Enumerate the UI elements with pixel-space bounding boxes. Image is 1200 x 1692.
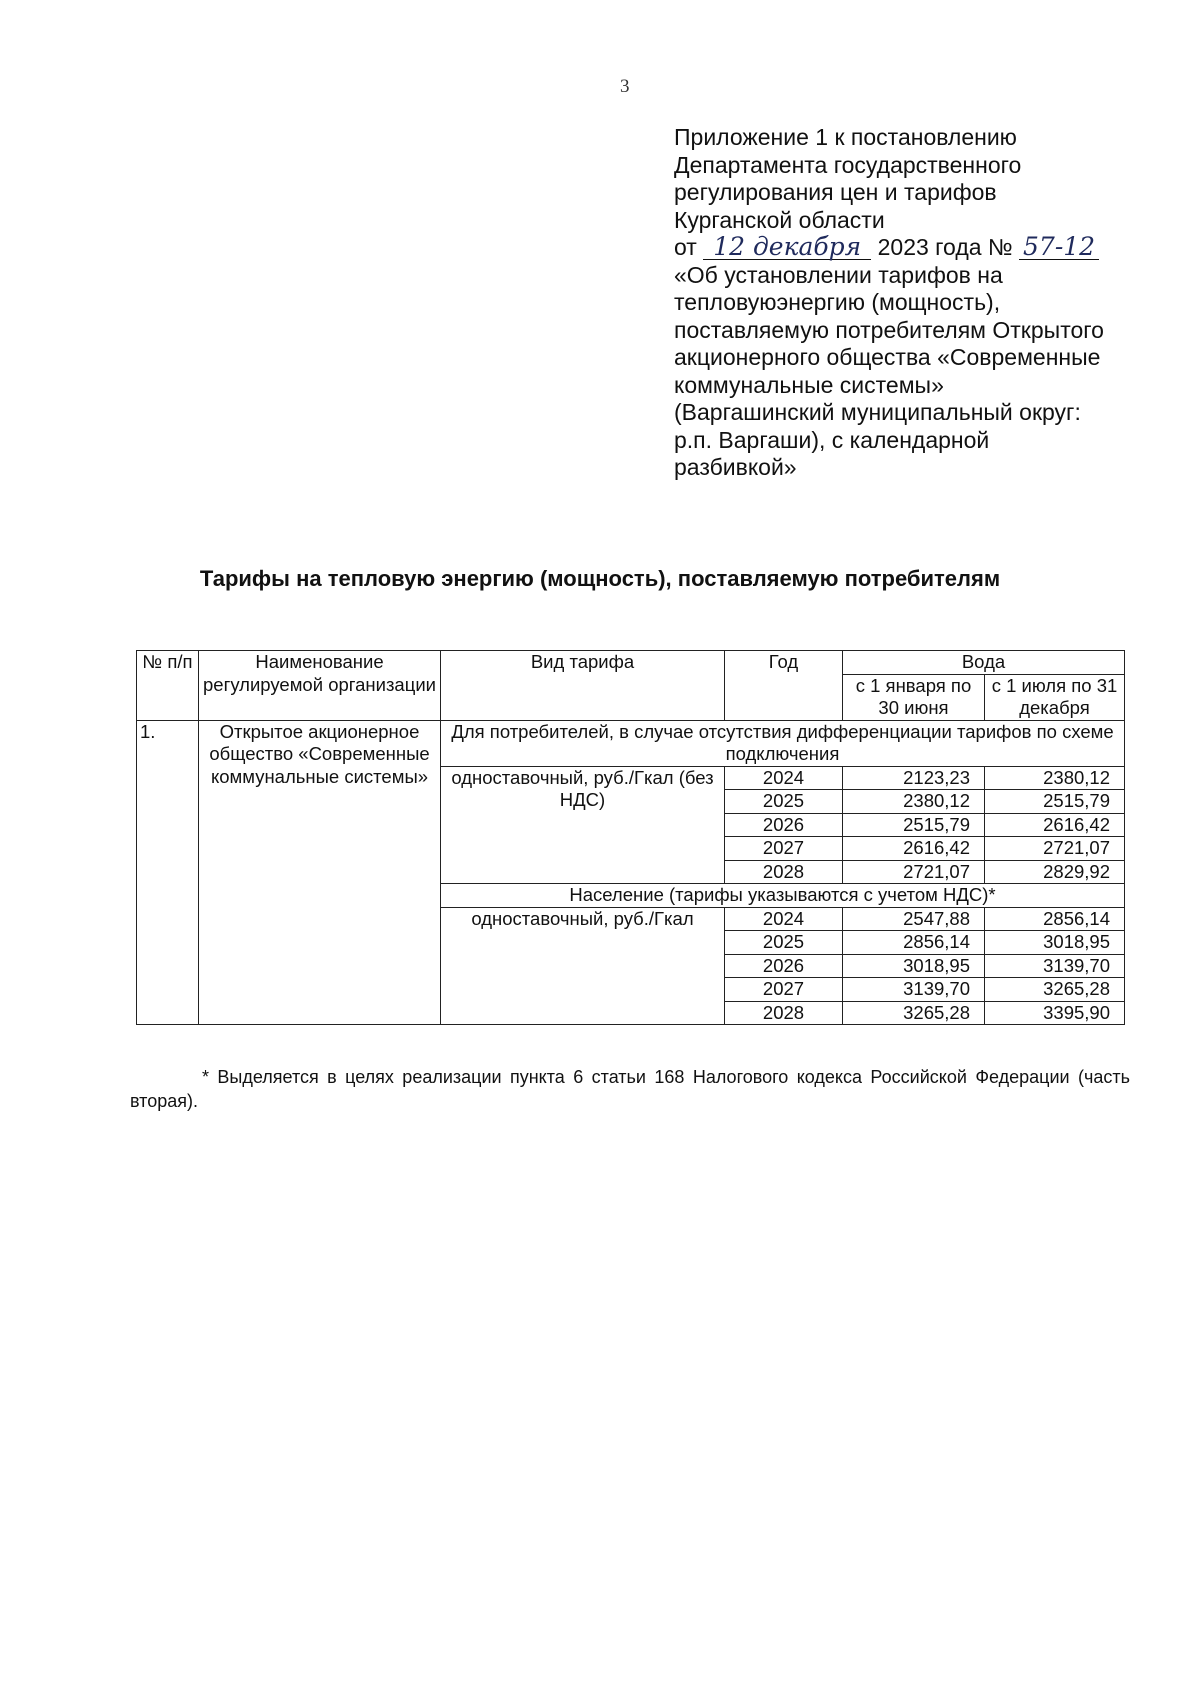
period-2-value: 3395,90 — [985, 1001, 1125, 1025]
tariff-type-cell: одноставочный, руб./Гкал (без НДС) — [441, 766, 725, 884]
appendix-title-line: «Об установлении тарифов на — [674, 261, 1003, 288]
date-year: 2023 года № — [877, 234, 1013, 260]
period-2-value: 2616,42 — [985, 813, 1125, 837]
tariff-table — [136, 650, 1125, 1025]
header-tariff-type: Вид тарифа — [441, 651, 725, 721]
document-title: Тарифы на тепловую энергию (мощность), поставляемую потребителям — [199, 566, 1001, 591]
header-period-1: с 1 января по 30 июня — [843, 674, 985, 720]
row-number: 1. — [137, 720, 199, 1025]
appendix-title-line: (Варгашинский муниципальный округ: — [674, 399, 1081, 425]
period-1-value: 2616,42 — [843, 837, 985, 861]
year-cell: 2027 — [725, 978, 843, 1002]
year-cell: 2026 — [725, 813, 843, 837]
handwritten-date: 12 декабря — [703, 235, 871, 260]
section-heading: Население (тарифы указываются с учетом НДС)* — [441, 884, 1125, 908]
period-1-value: 2856,14 — [843, 931, 985, 955]
section-heading: Для потребителей, в случае отсутствия дифференциации тарифов по схеме подключения — [441, 720, 1125, 766]
period-2-value: 2515,79 — [985, 790, 1125, 814]
appendix-title-line: тепловуюэнергию (мощность), — [674, 289, 1001, 315]
period-2-value: 3265,28 — [985, 978, 1125, 1002]
period-2-value: 2380,12 — [985, 766, 1125, 790]
period-1-value: 2547,88 — [843, 907, 985, 931]
appendix-title-line: поставляемую потребителям Открытого — [674, 316, 1104, 343]
page-number: 3 — [620, 76, 630, 97]
header-period-2: с 1 июля по 31 декабря — [985, 674, 1125, 720]
year-cell: 2024 — [725, 766, 843, 790]
date-prefix: от — [674, 234, 697, 260]
period-1-value: 3139,70 — [843, 978, 985, 1002]
period-1-value: 3018,95 — [843, 954, 985, 978]
period-2-value: 2856,14 — [985, 907, 1125, 931]
year-cell: 2026 — [725, 954, 843, 978]
header-year: Год — [725, 651, 843, 721]
period-1-value: 2123,23 — [843, 766, 985, 790]
appendix-title-line: разбивкой» — [674, 454, 797, 480]
year-cell: 2027 — [725, 837, 843, 861]
period-2-value: 3018,95 — [985, 931, 1125, 955]
appendix-line: Департамента государственного — [674, 151, 1022, 178]
handwritten-number: 57-12 — [1019, 235, 1099, 260]
tariff-type-cell: одноставочный, руб./Гкал — [441, 907, 725, 1025]
period-1-value: 2721,07 — [843, 860, 985, 884]
appendix-header — [674, 124, 1144, 482]
organization-name: Открытое акционерное общество «Современные коммунальные системы» — [199, 720, 441, 1025]
header-num: № п/п — [137, 651, 199, 721]
appendix-line: Курганской области — [674, 206, 885, 233]
period-1-value: 3265,28 — [843, 1001, 985, 1025]
year-cell: 2025 — [725, 790, 843, 814]
footnote: * Выделяется в целях реализации пункта 6 статьи 168 Налогового кодекса Российской Федерации (часть вторая). — [130, 1067, 1130, 1111]
appendix-line: Приложение 1 к постановлению — [674, 124, 1017, 150]
year-cell: 2028 — [725, 1001, 843, 1025]
year-cell: 2028 — [725, 860, 843, 884]
period-1-value: 2515,79 — [843, 813, 985, 837]
period-2-value: 2721,07 — [985, 837, 1125, 861]
appendix-date-line — [674, 234, 1144, 262]
year-cell: 2025 — [725, 931, 843, 955]
appendix-title-line: коммунальные системы» — [674, 371, 944, 398]
period-1-value: 2380,12 — [843, 790, 985, 814]
header-organization: Наименование регулируемой организации — [199, 651, 441, 721]
appendix-title-line: р.п. Варгаши), с календарной — [674, 426, 990, 453]
appendix-line: регулирования цен и тарифов — [674, 179, 997, 205]
appendix-title-line: акционерного общества «Современные — [674, 344, 1101, 370]
period-2-value: 2829,92 — [985, 860, 1125, 884]
header-water: Вода — [843, 651, 1125, 675]
year-cell: 2024 — [725, 907, 843, 931]
period-2-value: 3139,70 — [985, 954, 1125, 978]
